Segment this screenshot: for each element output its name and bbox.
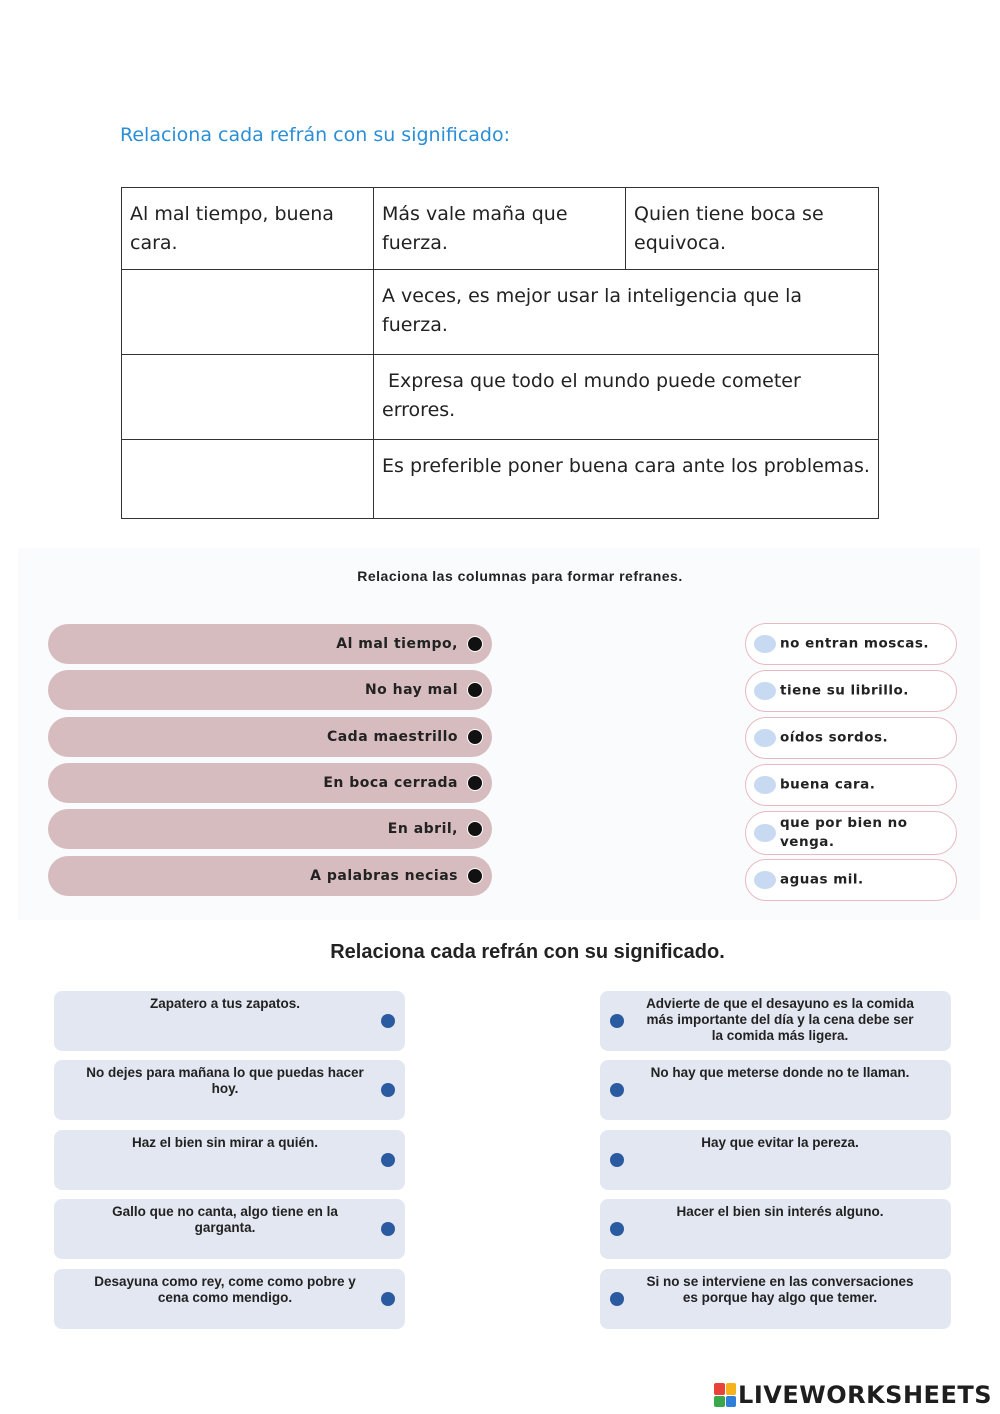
right-match-label: que por bien no venga. — [780, 815, 908, 850]
left-proverb-label: No dejes para mañana lo que puedas hacer hoy. — [86, 1065, 364, 1096]
left-match-item[interactable] — [48, 763, 492, 803]
right-match-item[interactable] — [745, 717, 957, 759]
refran-cell: Más vale maña que fuerza. — [374, 188, 626, 270]
match-dot-icon[interactable] — [381, 1222, 395, 1236]
left-match-label: A palabras necias — [310, 868, 458, 884]
left-proverb-label: Desayuna como rey, come como pobre y cena como mendigo. — [94, 1274, 356, 1305]
right-meaning-label: Si no se interviene en las conversaciones es porque hay algo que temer. — [646, 1274, 914, 1305]
refranes-meaning-table — [121, 187, 879, 519]
liveworksheets-logo-icon — [714, 1383, 736, 1407]
left-proverb-label: Haz el bien sin mirar a quién. — [131, 1135, 319, 1150]
right-match-label: aguas mil. — [780, 871, 864, 888]
left-proverb-label: Gallo que no canta, algo tiene en la garganta. — [112, 1204, 338, 1235]
logo-square — [726, 1383, 737, 1395]
match-dot-icon[interactable] — [467, 775, 483, 791]
refran-cell: Quien tiene boca se equivoca. — [626, 188, 879, 270]
match-dot-icon[interactable] — [754, 729, 776, 747]
match-dot-icon[interactable] — [754, 682, 776, 700]
match-dot-icon[interactable] — [467, 868, 483, 884]
match-dot-icon[interactable] — [610, 1014, 624, 1028]
left-proverb-label: Zapatero a tus zapatos. — [149, 996, 301, 1011]
right-match-item[interactable] — [745, 811, 957, 855]
match-dot-icon[interactable] — [754, 776, 776, 794]
left-proverb-box[interactable] — [54, 1130, 405, 1190]
match-dot-icon[interactable] — [754, 824, 776, 842]
meaning-cell: A veces, es mejor usar la inteligencia que la fuerza. — [374, 270, 879, 355]
table-header-row — [122, 188, 879, 270]
match-dot-icon[interactable] — [381, 1083, 395, 1097]
left-proverb-box[interactable] — [54, 1269, 405, 1329]
match-dot-icon[interactable] — [610, 1083, 624, 1097]
brand-name: LIVEWORKSHEETS — [738, 1381, 992, 1409]
left-match-label: En abril, — [387, 821, 458, 837]
right-match-item[interactable] — [745, 859, 957, 901]
match-dot-icon[interactable] — [467, 682, 483, 698]
match-dot-icon[interactable] — [610, 1153, 624, 1167]
left-match-item[interactable] — [48, 717, 492, 757]
table-row — [122, 270, 879, 355]
table-row — [122, 440, 879, 519]
right-match-item[interactable] — [745, 764, 957, 806]
left-match-item[interactable] — [48, 856, 492, 896]
match-dot-icon[interactable] — [467, 821, 483, 837]
logo-square — [714, 1396, 725, 1408]
match-dot-icon[interactable] — [754, 635, 776, 653]
left-match-label: Al mal tiempo, — [336, 636, 458, 652]
section3-title: Relaciona cada refrán con su significado. — [330, 941, 725, 963]
left-proverb-box[interactable] — [54, 1060, 405, 1120]
right-meaning-box[interactable] — [600, 991, 951, 1051]
refran-cell: Al mal tiempo, buena cara. — [122, 188, 374, 270]
match-dot-icon[interactable] — [610, 1292, 624, 1306]
answer-cell[interactable] — [122, 440, 374, 519]
right-match-item[interactable] — [745, 623, 957, 665]
right-meaning-label: Advierte de que el desayuno es la comida más importante del día y la cena debe ser la comida más ligera. — [646, 996, 914, 1043]
meaning-cell: Es preferible poner buena cara ante los problemas. — [374, 440, 879, 519]
match-dot-icon[interactable] — [754, 871, 776, 889]
right-match-item[interactable] — [745, 670, 957, 712]
right-match-label: buena cara. — [780, 776, 876, 793]
right-meaning-box[interactable] — [600, 1130, 951, 1190]
left-match-item[interactable] — [48, 670, 492, 710]
section2-title: Relaciona las columnas para formar refranes. — [357, 568, 683, 584]
section1-title: Relaciona cada refrán con su significado: — [120, 124, 511, 146]
right-meaning-box[interactable] — [600, 1060, 951, 1120]
right-match-label: oídos sordos. — [780, 729, 889, 746]
match-dot-icon[interactable] — [467, 636, 483, 652]
logo-square — [714, 1383, 725, 1395]
match-dot-icon[interactable] — [381, 1292, 395, 1306]
left-match-label: No hay mal — [364, 682, 458, 698]
answer-cell[interactable] — [122, 270, 374, 355]
match-dot-icon[interactable] — [381, 1153, 395, 1167]
right-match-label: no entran moscas. — [780, 635, 930, 652]
match-dot-icon[interactable] — [467, 729, 483, 745]
right-match-label: tiene su librillo. — [780, 682, 909, 699]
left-proverb-box[interactable] — [54, 1199, 405, 1259]
logo-square — [726, 1396, 737, 1408]
table-row — [122, 355, 879, 440]
left-match-item[interactable] — [48, 624, 492, 664]
meaning-cell: Expresa que todo el mundo puede cometer errores. — [374, 355, 879, 440]
liveworksheets-logo — [714, 1380, 992, 1410]
left-match-label: En boca cerrada — [323, 775, 458, 791]
match-dot-icon[interactable] — [610, 1222, 624, 1236]
left-match-label: Cada maestrillo — [326, 729, 458, 745]
right-meaning-box[interactable] — [600, 1269, 951, 1329]
match-dot-icon[interactable] — [381, 1014, 395, 1028]
left-proverb-box[interactable] — [54, 991, 405, 1051]
right-meaning-label: Hacer el bien sin interés alguno. — [676, 1204, 884, 1219]
answer-cell[interactable] — [122, 355, 374, 440]
right-meaning-box[interactable] — [600, 1199, 951, 1259]
right-meaning-label: No hay que meterse donde no te llaman. — [650, 1065, 910, 1080]
right-meaning-label: Hay que evitar la pereza. — [701, 1135, 859, 1150]
left-match-item[interactable] — [48, 809, 492, 849]
